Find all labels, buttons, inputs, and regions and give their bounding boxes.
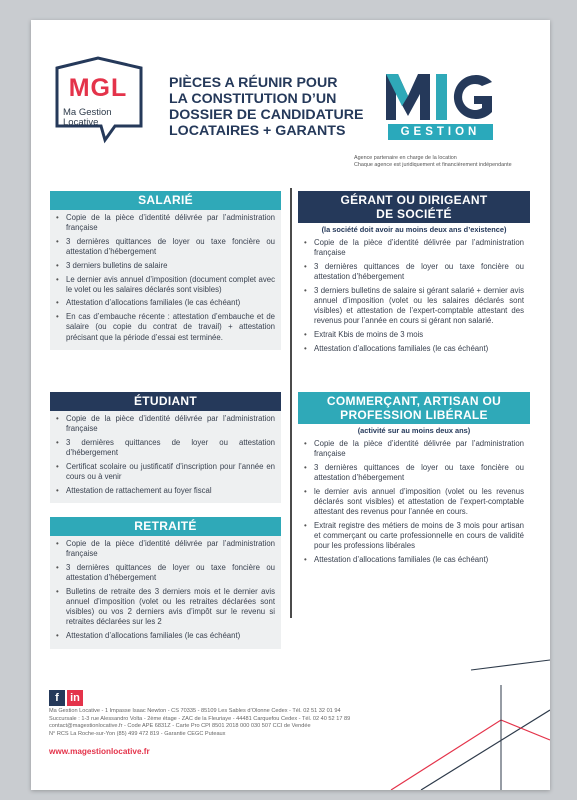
section-note: (activité sur au moins deux ans) [357, 426, 471, 435]
title-line: LOCATAIRES + GARANTS [169, 123, 346, 139]
mgl-subtitle-line2: Locative [63, 117, 99, 128]
footer-line: Succursale : 1-3 rue Alessandro Volta - 2ème étage - ZAC de la Fleuriaye - 44481 Carquefou Cedex - Tél. 02 40 52 17 89 [49, 715, 351, 722]
list-item: • En cas d’embauche récente : attestation d’embauche et de salaire (ou copie du contrat de travail) + attestation précisant que la période d’essai est terminée. [54, 312, 275, 343]
list-item: • Attestation de rattachement au foyer fiscal [54, 486, 275, 496]
facebook-icon[interactable]: f [49, 690, 65, 706]
social-links [49, 688, 85, 706]
document-page [31, 20, 550, 790]
list-item: • Attestation d’allocations familiales (le cas échéant) [54, 298, 275, 308]
decorative-lines-icon [31, 20, 550, 790]
section-note: (la société doit avoir au moins deux ans d’existence) [321, 225, 507, 234]
section-title: ÉTUDIANT [50, 392, 281, 411]
list-item: • Attestation d’allocations familiales (le cas échéant) [302, 555, 524, 565]
list-item: • 3 dernières quittances de loyer ou taxe foncière ou attestation d’hébergement [54, 237, 275, 257]
mig-logo-gestion: GESTION [388, 124, 493, 140]
footer-line: Ma Gestion Locative - 1 Impasse Isaac Newton - CS 70335 - 85109 Les Sables d’Olonne Cedex - Tél. 02 51 32 01 94 [49, 708, 341, 714]
mig-caption-line: Chaque agence est juridiquement et financièrement indépendante [354, 162, 512, 168]
list-item: • Extrait registre des métiers de moins de 3 mois pour artisan et commerçant ou carte professionnelle en cours de validité pour les professions libérales [302, 521, 524, 552]
list-item: • 3 dernières quittances de loyer ou taxe foncière ou attestation d’hébergement [54, 563, 275, 583]
mgl-logo-name: MGL [68, 74, 128, 102]
footer-legal [49, 708, 389, 738]
section-title-line: COMMERÇANT, ARTISAN OU [326, 394, 502, 408]
list-item: • 3 dernières quittances de loyer ou taxe foncière ou attestation d’hébergement [302, 463, 524, 483]
section-title-line: PROFESSION LIBÉRALE [340, 408, 488, 422]
list-item: • Le dernier avis annuel d’imposition (document complet avec le volet ou les salaires déclarés sont visibles) [54, 275, 275, 295]
list-item: • Copie de la pièce d’identité délivrée par l’administration française [302, 238, 524, 258]
section-title-line: DE SOCIÉTÉ [376, 207, 452, 221]
list-item: • Certificat scolaire ou justificatif d’inscription pour l’année en cours ou à venir [54, 462, 275, 482]
list-item: • 3 dernières quittances de loyer ou attestation d’hébergement [54, 438, 275, 458]
title-line: DOSSIER DE CANDIDATURE [169, 107, 364, 123]
list-item: • 3 derniers bulletins de salaire [54, 261, 275, 271]
list-item: • Bulletins de retraite des 3 derniers mois et le dernier avis annuel d’imposition (volet ou les retraites déclarées sont visibles) ou vos 2 derniers avis d’impôt sur le revenu si retraites déclarées sur les 2 [54, 587, 275, 628]
list-item: • 3 dernières quittances de loyer ou taxe foncière ou attestation d’hébergement [302, 262, 524, 282]
section-title-line: GÉRANT OU DIRIGEANT [340, 193, 488, 207]
list-item: • Copie de la pièce d’identité délivrée par l’administration française [54, 539, 275, 559]
list-item: • Attestation d’allocations familiales (le cas échéant) [54, 631, 275, 641]
list-item: • le dernier avis annuel d’imposition (volet ou les revenus déclarés sont visibles) et attestation de l’expert-comptable attestant des revenus pour l’année en cours. [302, 487, 524, 518]
section-title: SALARIÉ [50, 191, 281, 210]
list-item: • 3 derniers bulletins de salaire si gérant salarié + dernier avis annuel d’imposition (volet ou les salaires déclarés sont visibles) et attestation de l’expert-comptable attestant des revenus pour l’année en cours si gérant non salarié. [302, 286, 524, 327]
mig-caption-line: Agence partenaire en charge de la location [354, 155, 457, 161]
title-line: PIÈCES A RÉUNIR POUR [169, 75, 338, 91]
title-line: LA CONSTITUTION D’UN [169, 91, 337, 107]
list-item: • Extrait Kbis de moins de 3 mois [302, 330, 524, 340]
section-title: RETRAITÉ [50, 517, 281, 536]
website-link[interactable]: www.magestionlocative.fr [49, 747, 150, 756]
footer-line: contact@magestionlocative.fr - Code APE 6831Z - Carte Pro CPI 8501 2018 000 030 507 CCI de Vendée [49, 723, 311, 730]
list-item: • Copie de la pièce d’identité délivrée par l’administration française [302, 439, 524, 459]
linkedin-icon[interactable]: in [67, 690, 83, 706]
mgl-subtitle-line1: Ma Gestion [63, 107, 112, 118]
list-item: • Copie de la pièce d’identité délivrée par l’administration française [54, 213, 275, 233]
list-item: • Attestation d’allocations familiales (le cas échéant) [302, 344, 524, 354]
list-item: • Copie de la pièce d’identité délivrée par l’administration française [54, 414, 275, 434]
footer-line: N° RCS La Roche-sur-Yon (85) 499 472 819 - Garantie CEGC Puteaux [49, 730, 226, 737]
